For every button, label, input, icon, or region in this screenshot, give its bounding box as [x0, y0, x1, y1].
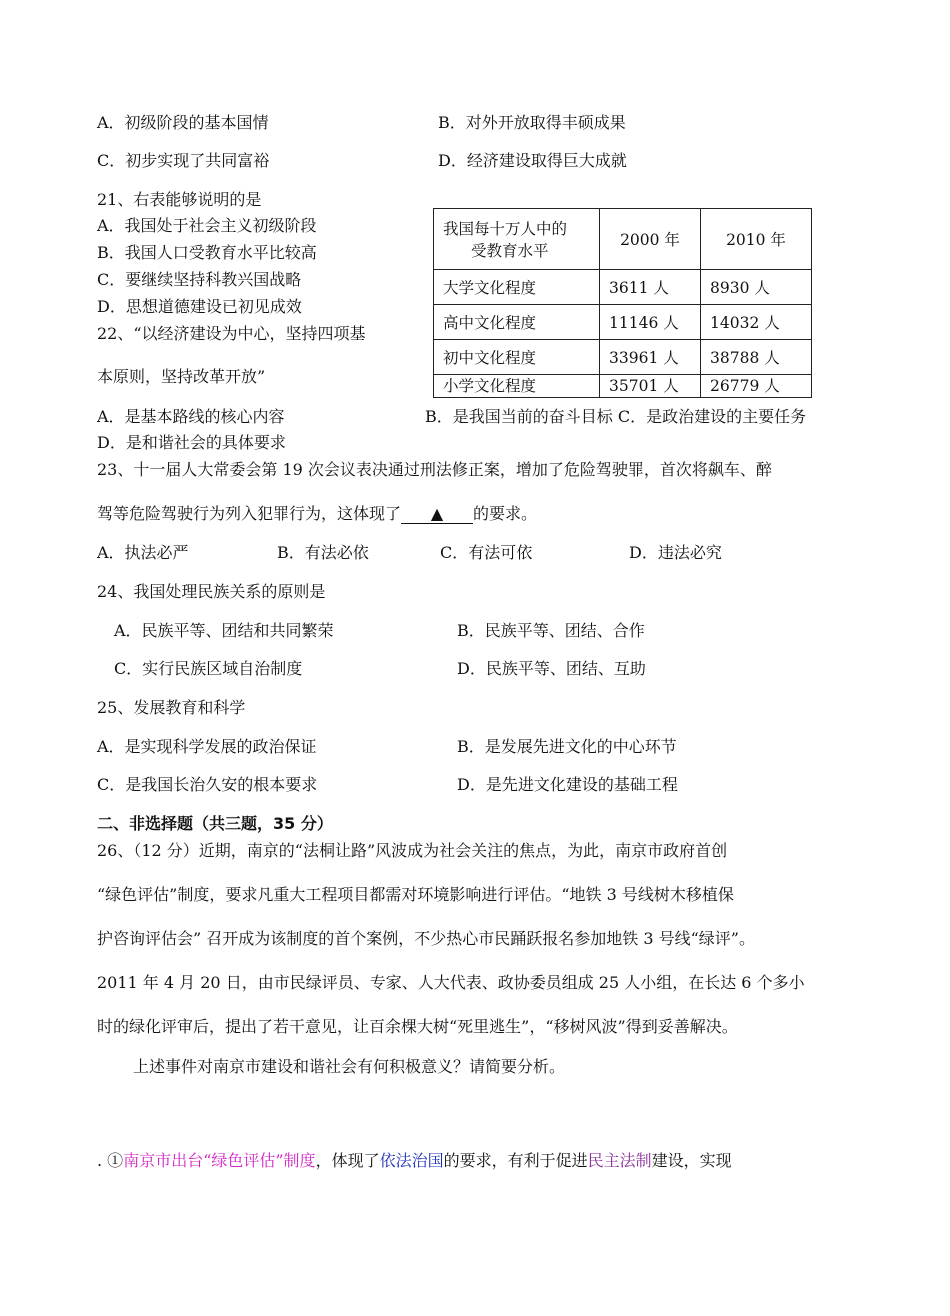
answer-line [97, 1150, 732, 1172]
answer-prefix: . ① [97, 1151, 124, 1170]
q25-option-c: C．是我国长治久安的根本要求 [97, 775, 318, 794]
table-cell-level: 大学文化程度 [434, 270, 600, 305]
table-header-line2: 受教育水平 [471, 242, 549, 260]
table-cell-2000: 11146 人 [600, 305, 701, 340]
table-header-row [434, 209, 812, 270]
table-cell-2010: 14032 人 [701, 305, 812, 340]
q22-option-d: D．是和谐社会的具体要求 [97, 433, 286, 452]
q20-option-d: D．经济建设取得巨大成就 [438, 151, 627, 170]
table-header-level [434, 209, 600, 270]
q26-line5: 时的绿化评审后，提出了若干意见，让百余棵大树“死里逃生”，“移树风波”得到妥善解决。 [97, 1017, 738, 1036]
q24-option-a: A．民族平等、团结和共同繁荣 [114, 621, 334, 640]
q20-option-c: C．初步实现了共同富裕 [97, 151, 270, 170]
q20-option-a: A．初级阶段的基本国情 [97, 113, 269, 132]
table-row [434, 375, 812, 398]
answer-seg-democracy: 民主法制 [587, 1151, 652, 1170]
table-cell-level: 高中文化程度 [434, 305, 600, 340]
q23-option-c: C．有法可依 [440, 543, 533, 562]
q21-option-c: C．要继续坚持科教兴国战略 [97, 270, 302, 289]
table-cell-2000: 33961 人 [600, 340, 701, 375]
q23-option-b: B．有法必依 [277, 543, 369, 562]
q26-line4: 2011 年 4 月 20 日，由市民绿评员、专家、人大代表、政协委员组成 25 人小组，在长达 6 个多小 [97, 973, 805, 992]
education-table [433, 208, 812, 398]
answer-blank [401, 505, 473, 524]
answer-seg-text1: ，体现了 [315, 1151, 380, 1170]
q24-option-b: B．民族平等、团结、合作 [457, 621, 645, 640]
q21-option-a: A．我国处于社会主义初级阶段 [97, 216, 317, 235]
table-header-2010: 2010 年 [701, 209, 812, 270]
q21-option-d: D．思想道德建设已初见成效 [97, 297, 302, 316]
q22-stem-line2: 本原则，坚持改革开放” [97, 367, 266, 386]
answer-seg-policy: 南京市出台“绿色评估”制度 [123, 1151, 316, 1170]
q23-option-a: A．执法必严 [97, 543, 189, 562]
table-cell-2010: 38788 人 [701, 340, 812, 375]
q25-option-b: B．是发展先进文化的中心环节 [457, 737, 677, 756]
q23-stem-post: 的要求。 [473, 504, 538, 523]
table-cell-2000: 3611 人 [600, 270, 701, 305]
q23-stem-line1: 23、十一届人大常委会第 19 次会议表决通过刑法修正案，增加了危险驾驶罪，首次将飙车、醉 [97, 460, 772, 479]
q22-option-a: A．是基本路线的核心内容 [97, 407, 285, 426]
answer-seg-text3: 建设，实现 [651, 1151, 732, 1170]
table-cell-level: 小学文化程度 [434, 375, 600, 398]
table-cell-2010: 8930 人 [701, 270, 812, 305]
q20-option-b: B．对外开放取得丰硕成果 [438, 113, 626, 132]
table-header-2000: 2000 年 [600, 209, 701, 270]
q21-option-b: B．我国人口受教育水平比较高 [97, 243, 317, 262]
q26-line2: “绿色评估”制度，要求凡重大工程项目都需对环境影响进行评估。“地铁 3 号线树木移植保 [97, 885, 734, 904]
table-cell-2000: 35701 人 [600, 375, 701, 398]
q24-option-c: C．实行民族区域自治制度 [114, 659, 303, 678]
q23-stem-pre: 驾等危险驾驶行为列入犯罪行为，这体现了 [97, 504, 402, 523]
q21-stem: 21、右表能够说明的是 [97, 190, 262, 209]
q25-option-d: D．是先进文化建设的基础工程 [457, 775, 678, 794]
q24-stem: 24、我国处理民族关系的原则是 [97, 582, 326, 601]
q22-option-bc: B．是我国当前的奋斗目标 C．是政治建设的主要任务 [425, 407, 807, 426]
q26-line3: 护咨询评估会” 召开成为该制度的首个案例，不少热心市民踊跃报名参加地铁 3 号线“绿评”。 [97, 929, 755, 948]
q22-stem-line1: 22、“以经济建设为中心，坚持四项基 [97, 324, 366, 343]
q25-stem: 25、发展教育和科学 [97, 698, 246, 717]
table-header-line1: 我国每十万人中的 [443, 220, 568, 238]
table-row [434, 305, 812, 340]
section-title: 二、非选择题（共三题，35 分） [97, 814, 333, 833]
table-cell-level: 初中文化程度 [434, 340, 600, 375]
table-row [434, 270, 812, 305]
q26-question: 上述事件对南京市建设和谐社会有何积极意义？请简要分析。 [133, 1057, 566, 1076]
q23-stem-line2 [97, 503, 537, 525]
table-cell-2010: 26779 人 [701, 375, 812, 398]
answer-seg-text2: 的要求，有利于促进 [443, 1151, 588, 1170]
q24-option-d: D．民族平等、团结、互助 [457, 659, 646, 678]
q26-line1: 26、（12 分）近期，南京的“法桐让路”风波成为社会关注的焦点，为此，南京市政府首创 [97, 841, 728, 860]
table-row [434, 340, 812, 375]
triangle-icon: ▲ [430, 504, 444, 523]
q23-option-d: D．违法必究 [629, 543, 722, 562]
q25-option-a: A．是实现科学发展的政治保证 [97, 737, 317, 756]
answer-seg-rule-of-law: 依法治国 [379, 1151, 444, 1170]
